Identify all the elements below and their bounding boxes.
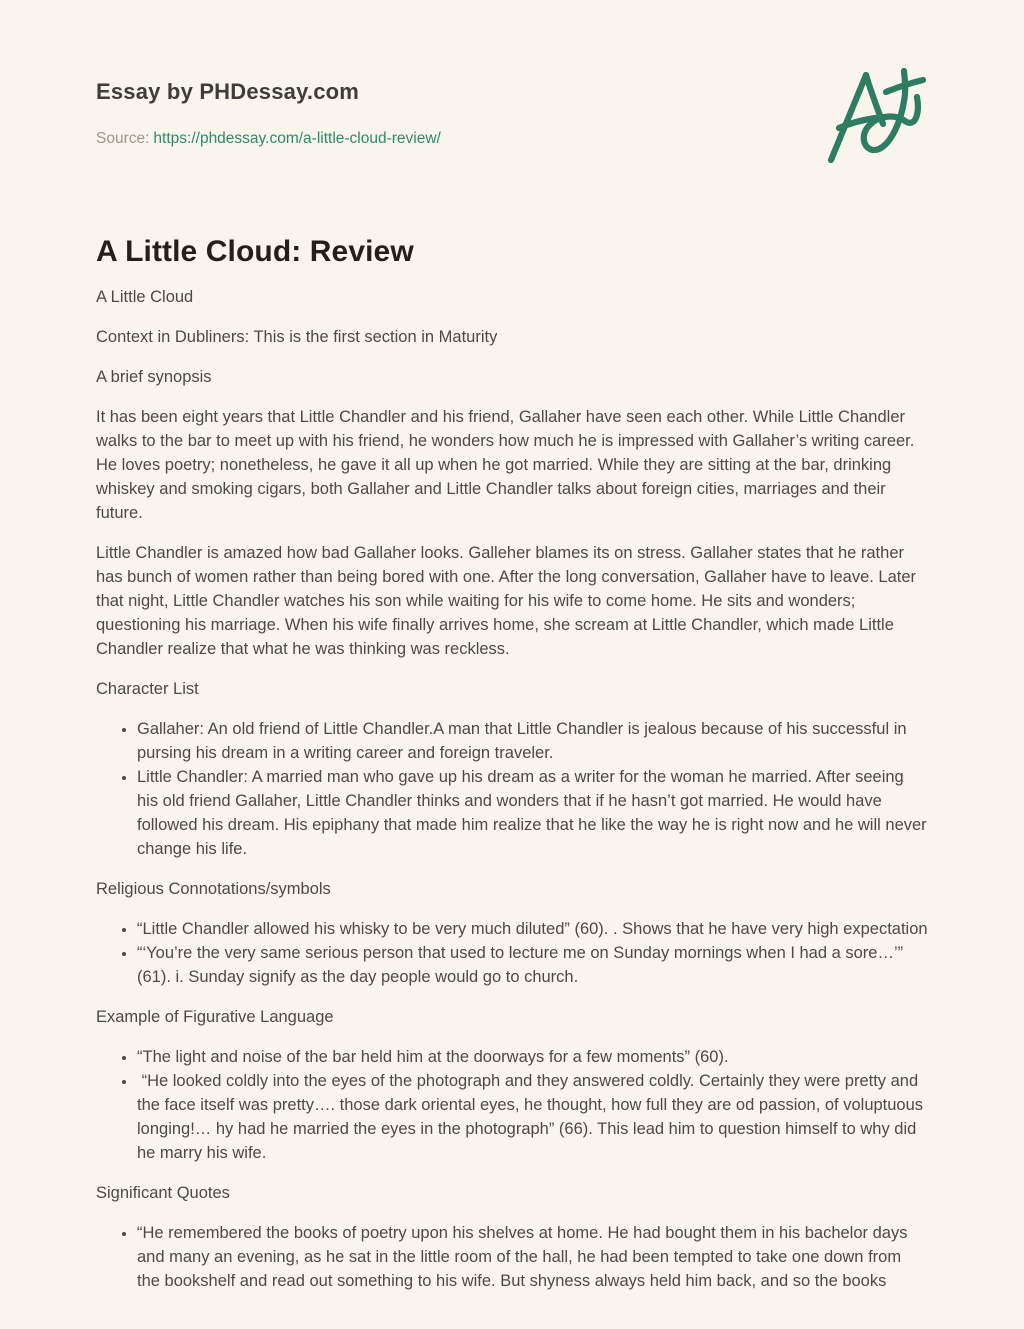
list-item: • “Little Chandler allowed his whisky to be very much diluted” (60). . Shows that he have very high expectation <box>137 917 928 941</box>
source-link[interactable]: https://phdessay.com/a-little-cloud-review/ <box>153 130 441 147</box>
list-item: • “He looked coldly into the eyes of the photograph and they answered coldly. Certainly they were pretty and the face itself was pretty…. those dark oriental eyes, he thought, how full they are od passion, of voluptuous longing!… hy had he married the eyes in the photograph” (66). This lead him to question himself to why did he marry his wife. <box>137 1069 928 1165</box>
religious-connotations-list <box>96 917 928 989</box>
article-body <box>96 285 928 1293</box>
list-item: • Gallaher: An old friend of Little Chandler.A man that Little Chandler is jealous because of his successful in pursing his dream in a writing career and foreign traveler. <box>137 717 928 765</box>
list-item: • Little Chandler: A married man who gave up his dream as a writer for the woman he married. After seeing his old friend Gallaher, Little Chandler thinks and wonders that if he hasn’t got married. He would have followed his dream. His epiphany that made him realize that he like the way he is right now and he will never change his life. <box>137 765 928 861</box>
figurative-language-list <box>96 1045 928 1165</box>
page-title: A Little Cloud: Review <box>96 235 414 268</box>
context-line: Context in Dubliners: This is the first section in Maturity <box>96 328 498 346</box>
list-item: • “He remembered the books of poetry upon his shelves at home. He had bought them in his bachelor days and many an evening, as he sat in the little room of the hall, he had been tempted to take one down from the bookshelf and read out something to his wife. But shyness always held him back, and so the books <box>137 1221 928 1293</box>
synopsis-paragraph-1: It has been eight years that Little Chandler and his friend, Gallaher have seen each other. While Little Chandler walks to the bar to meet up with his friend, he wonders how much he is impressed with Gallaher’s writing career. He loves poetry; nonetheless, he gave it all up when he got married. While they are sitting at the bar, drinking whiskey and smoking cigars, both Gallaher and Little Chandler talks about foreign cities, marriages and their future. <box>96 408 915 522</box>
source-label: Source: <box>96 130 150 147</box>
character-list-heading: Character List <box>96 680 199 698</box>
source-line <box>96 130 928 148</box>
character-list <box>96 717 928 861</box>
synopsis-paragraph-2: Little Chandler is amazed how bad Gallaher looks. Galleher blames its on stress. Gallaher states that he rather has bunch of women rather than being bored with one. After the long conversation, Gallaher have to leave. Later that night, Little Chandler watches his son while waiting for his wife to come home. He sits and wonders; questioning his marriage. When his wife finally arrives home, she scream at Little Chandler, which made Little Chandler realize that what he was thinking was reckless. <box>96 544 917 658</box>
site-title: Essay by PHDessay.com <box>96 79 360 104</box>
site-header <box>96 79 928 148</box>
significant-quotes-heading: Significant Quotes <box>96 1184 230 1202</box>
list-item: • “The light and noise of the bar held him at the doorways for a few moments” (60). <box>137 1045 928 1069</box>
phdessay-a-plus-logo-icon <box>826 68 926 164</box>
figurative-language-heading: Example of Figurative Language <box>96 1008 334 1026</box>
subtitle: A Little Cloud <box>96 288 194 306</box>
list-item: • “‘You’re the very same serious person that used to lecture me on Sunday mornings when I had a sore…’” (61). i. Sunday signify as the day people would go to church. <box>137 941 928 989</box>
synopsis-heading: A brief synopsis <box>96 368 212 386</box>
religious-connotations-heading: Religious Connotations/symbols <box>96 880 331 898</box>
significant-quotes-list <box>96 1221 928 1293</box>
